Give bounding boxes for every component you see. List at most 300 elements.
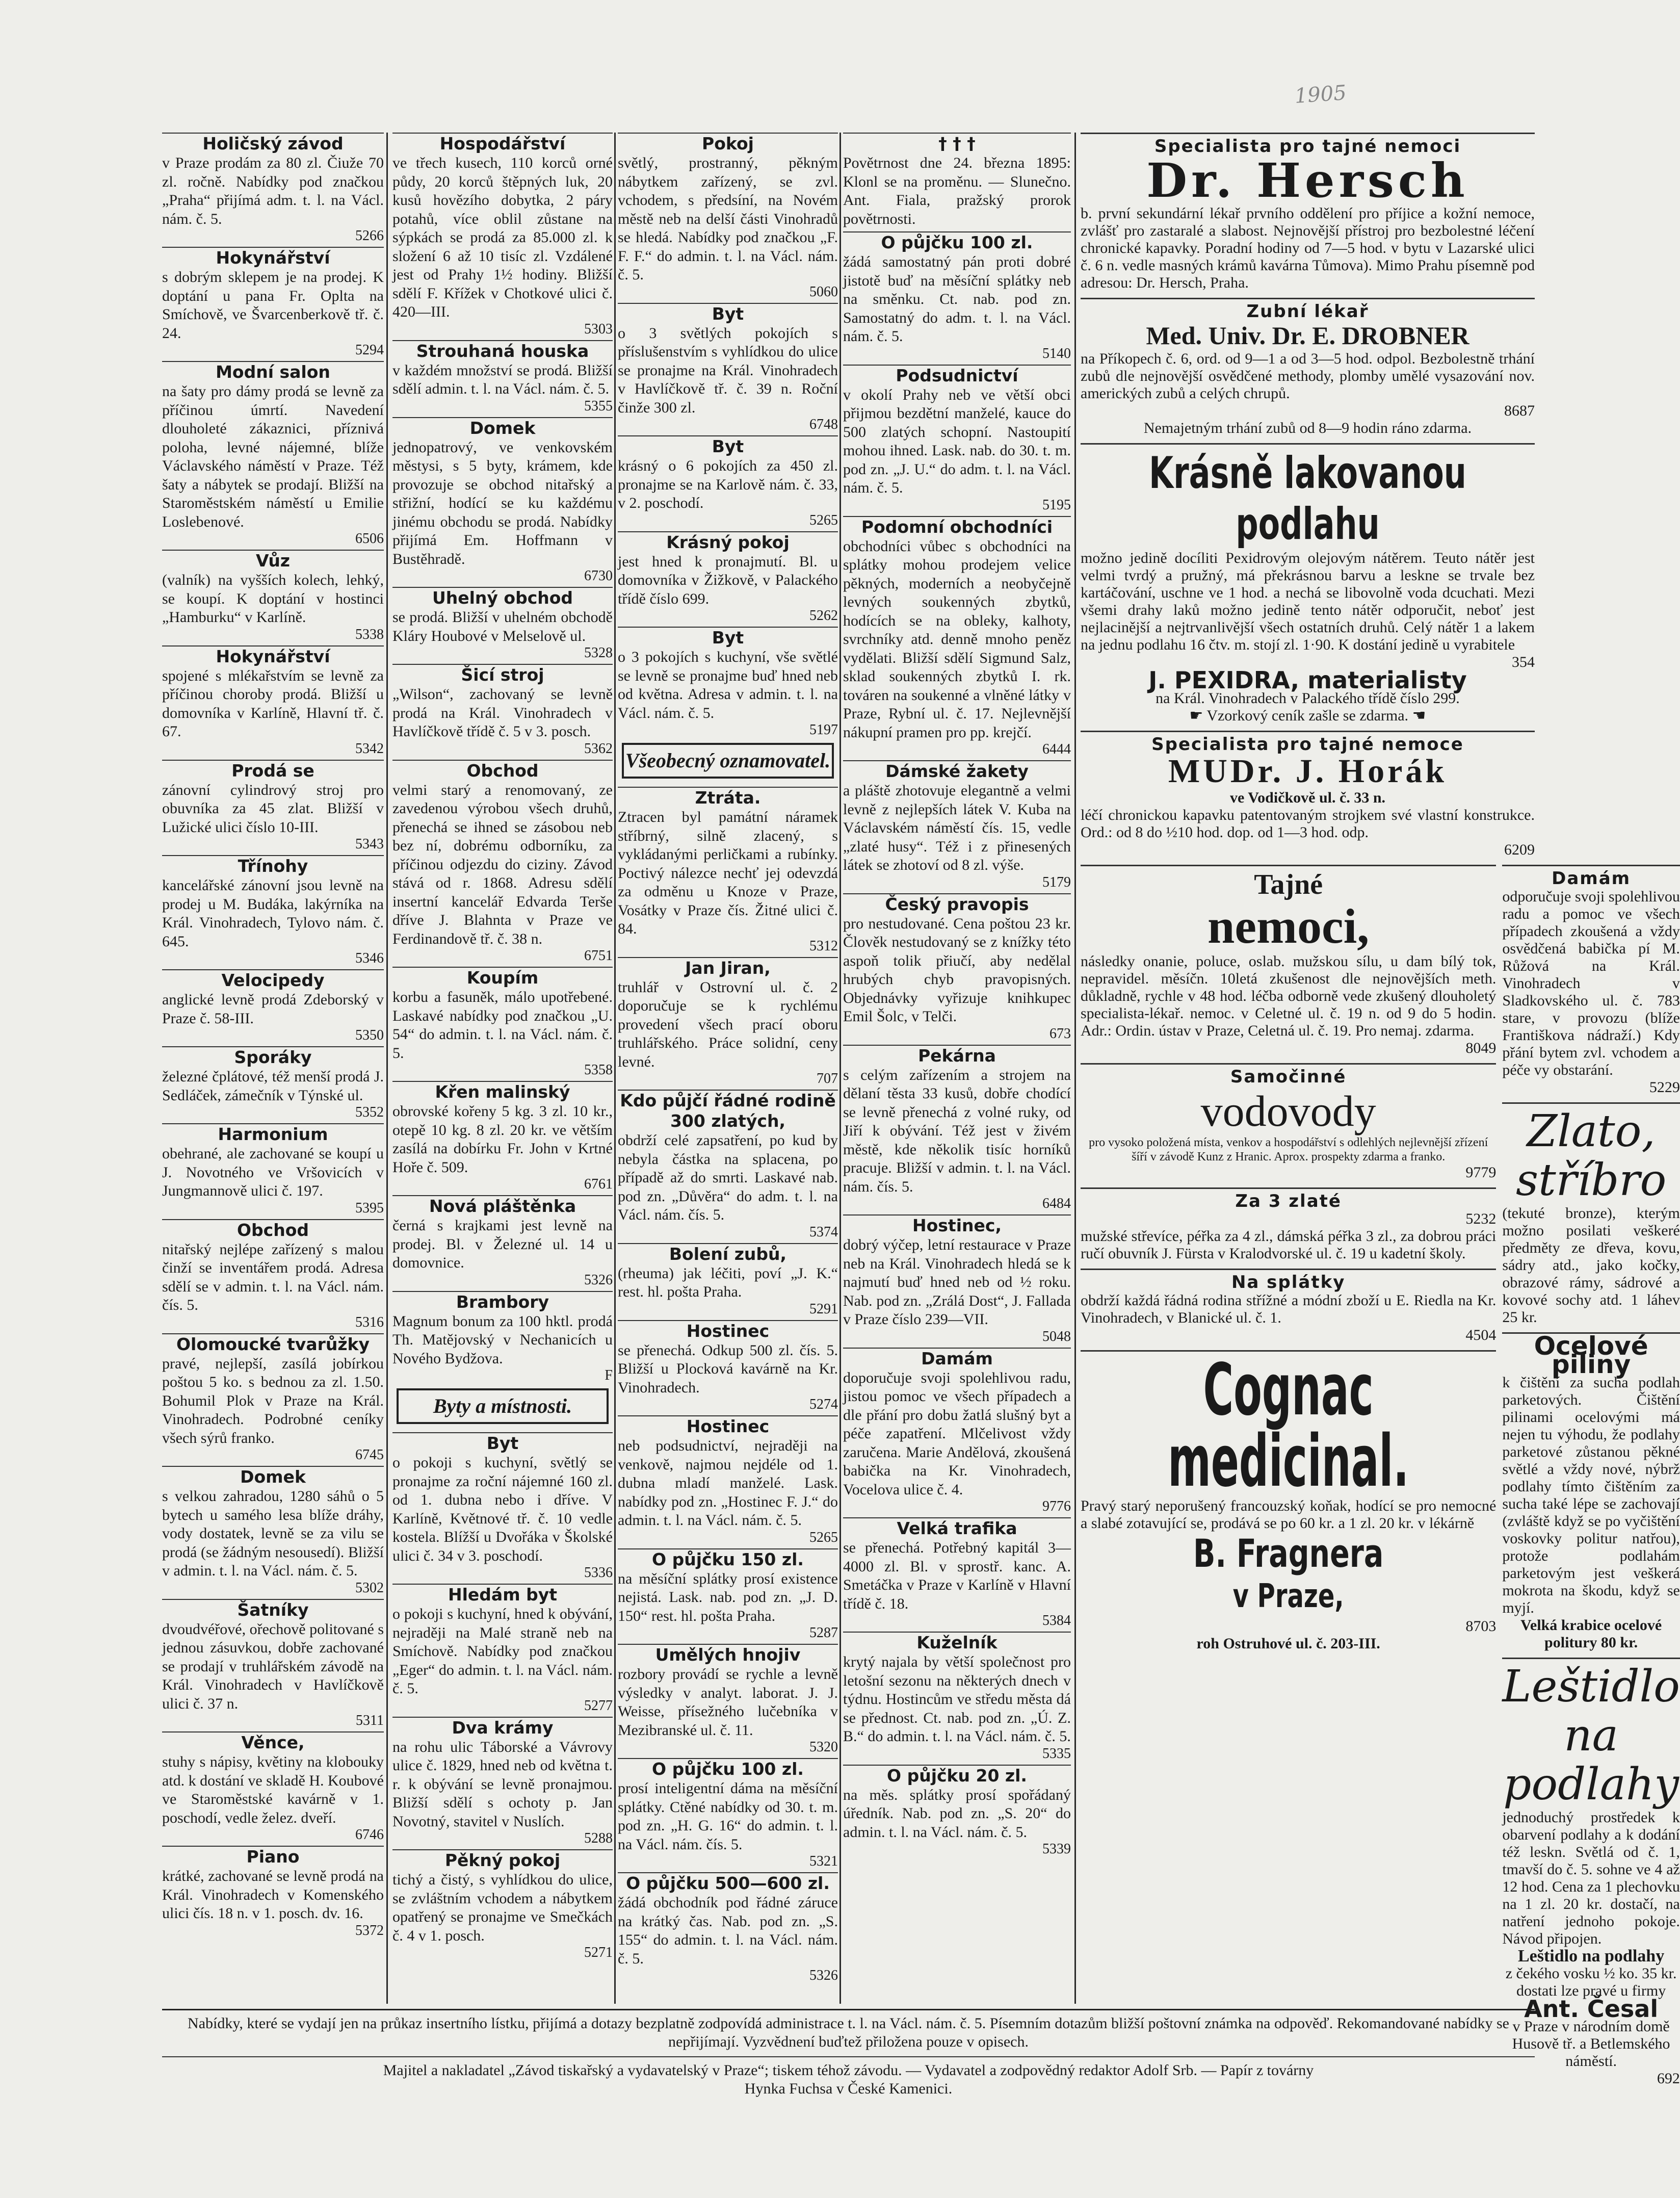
ad-title: Krásný pokoj [618, 531, 838, 553]
ad-vodovody [1081, 1063, 1496, 1184]
ad-text: o pokoji s kuchyní, světlý se pronajme za roční nájemné 160 zl. od 1. dubna nebo i dříve. V Karlíně, Květnové tř. č. 10 vedle kostela. Blížší u Dvořáka v Školské ulici č. 34 v 3. poschodí. [392, 1454, 613, 1564]
ad-text: obdrží celé zapsatření, po kud by nebyla částka na splacena, po případě až do smrti. Laskavé nab. pod zn. „Důvěra“ do adm. t. l. na Václ. nám. čís. 5. [618, 1132, 838, 1223]
classified-ad [162, 1599, 384, 1729]
ad-city: v Praze, [1232, 1577, 1344, 1615]
ad-title: Obchod [392, 760, 613, 781]
two-column-ads [1081, 865, 1680, 2093]
classified-ad [162, 1123, 384, 1216]
ad-text: odporučuje svoji spolehlivou radu a pomoc ve všech případech zkoušená a vždy osvědčená babička pí M. Růžová na Král. Vinohradech v Sladkovského ul. č. 783 stare, v provozu (blíže Františkova nádraží.) Kdy přání bytem zvl. vchodem a péče vy obstarání. [1502, 888, 1680, 1078]
ad-title: Dva krámy [392, 1717, 613, 1738]
ad-text: ve třech kusech, 110 korců orné půdy, 20 korců štěpných luk, 20 kusů hovězího dobytka, 2 páry potahů, více oblil zůstane na sýpkách se prodá za 85.000 zl. k složení 6 až 10 tisíc zl. Vzdálené jest od Prahy 1½ hodiny. Bližší sdělí F. Křížek v Chotkové ulici č. 420—III. [392, 154, 613, 320]
ad-text: a pláště zhotovuje elegantně a velmi levně z nejlepších látek V. Kuba na Václavském náměstí čís. 15, vedle „zlaté husy“. Též i z přinesených látek se zhotoví od 8 zl. výše. [843, 782, 1071, 873]
ad-title: Holičský závod [162, 133, 384, 154]
ad-text: doporučuje svoji spolehlivou radu, jistou pomoc ve všech případech a dle přání pro dobu žatlá slušný byt a péče zapatření. Mlčelivost vždy zaručena. Marie Andělová, zkoušená babička na Kr. Vinohradech, Vocelova ulice č. 4. [843, 1369, 1071, 1498]
ad-number: 707 [817, 1071, 838, 1087]
classified-ad [618, 303, 838, 433]
ad-title: Podomní obchodníci [843, 516, 1071, 537]
classified-ad [162, 247, 384, 358]
ad-headline: Zlato, stříbro [1515, 1105, 1667, 1206]
ad-title: O půjčku 500—600 zl. [618, 1872, 838, 1894]
classified-ad [162, 1046, 384, 1120]
ad-number: 8687 [1504, 402, 1535, 419]
ad-title: Domek [162, 1466, 384, 1487]
ad-number: 5303 [584, 321, 613, 337]
section-banner: Byty a místnosti. [397, 1388, 609, 1424]
imprint-line: Majitel a nakladatel „Závod tiskařský a vydavatelský v Praze“; tiskem téhož závodu. — Vydavatel a zodpovědný redaktor Adolf Srb. — Papír z továrny [383, 2062, 1314, 2079]
ad-pexidra [1081, 443, 1535, 728]
page-footer [162, 2009, 1535, 2098]
ad-number: 5326 [809, 1968, 838, 1983]
ad-title: Dámské žakety [843, 760, 1071, 782]
ad-title: Brambory [392, 1291, 613, 1312]
ad-text: na Příkopech č. 6, ord. od 9—1 a od 3—5 hod. odpol. Bezbolestně trhání zubů dle nejnovější osvědčené methody, plomby umělé vysazování nov. amerických zubů a celých chrupů. [1081, 350, 1535, 402]
ad-text: krytý najala by větší společnost pro letošní sezonu na některých dnech v týdnu. Hostincům ve středu města dá se přednost. Ct. nab. pod zn. „Ú. Z. B.“ do admin. t. l. na Václ. nám. č. 5. [843, 1653, 1071, 1745]
ad-headline: Leštidlo na podlahy [1502, 1661, 1680, 1810]
ad-name: J. PEXIDRA, materialisty [1148, 666, 1467, 694]
classified-ad [618, 133, 838, 300]
ad-number: 6484 [1042, 1196, 1071, 1211]
ad-title: Vůz [162, 550, 384, 571]
ad-number: 6730 [584, 568, 613, 584]
ad-horak [1081, 731, 1535, 862]
ad-number: 5287 [809, 1625, 838, 1641]
ad-text: Ztracen byl památní náramek stříbrný, silně zlacený, s vykládanými perličkami a rubínky. Poctivý nálezce nechť jej odevzdá za odměnu u Knoze v Praze, Vosátky v Praze čís. Žitné ulici č. 84. [618, 809, 838, 937]
ad-number: 8049 [1465, 1040, 1497, 1056]
classified-ad [618, 435, 838, 528]
ad-text: světlý, prostranný, pěkným nábytkem zařízený, se zvl. vchodem, s předsíní, na Novém městě neb na delší části Vinohradů se hledá. Nabídky pod značkou „F. F. F.“ do admin. t. l. na Václ. nám. č. 5. [618, 154, 838, 283]
ad-heading: Leštidlo na podlahy [1517, 1946, 1665, 1966]
classified-ad [392, 340, 613, 414]
ad-text: b. první sekundární lékař prvního oddělení pro příjice a kožní nemoce, zvlášť pro zastaralé a slabost. Nejnovější přístroj pro bezbolestné léčení chronické kapavky. Poradní hodiny od 7—5 hod. v bytu v Lazarské ulici č. 6 n. vedle masných krámů kavárna Tůmova). Mimo Prahu písemně pod adresou: Dr. Hersch, Praha. [1081, 204, 1535, 291]
ad-title: Hospodářství [392, 133, 613, 154]
ad-title: Velká trafika [843, 1517, 1071, 1539]
classified-ad [162, 550, 384, 642]
ad-text: žádá samostatný pán proti dobré jistotě buď na měsíční splátky neb na směnku. Ct. nab. pod zn. Samostatný do adm. t. l. na Václ. nám. č. 5. [843, 253, 1071, 345]
ad-title: Šatníky [162, 1599, 384, 1620]
ad-text: s velkou zahradou, 1280 sáhů o 5 bytech u samého lesa blíže dráhy, vody dostatek, levně se za vilu se prodá (se žádným nesousedí). Bližší v admin. t. l. na Václ. nám. č. 5. [162, 1488, 384, 1579]
ad-number: 5374 [809, 1224, 838, 1240]
ad-text: (tekuté bronze), kterým možno posilati veškeré předměty ze dřeva, kovu, sádry atd., jako kočky, obrazové rámy, sádrové a kovové sochy atd. 1 láhev 25 kr. [1502, 1204, 1680, 1326]
ad-drobner [1081, 298, 1535, 441]
ad-title: Modní salon [162, 361, 384, 382]
classified-ad [392, 1195, 613, 1288]
ad-text: se přenechá. Odkup 500 zl. čís. 5. Bližší u Plocková kavárně na Kr. Vinohradech. [618, 1341, 838, 1396]
ad-text: o 3 světlých pokojích s příslušenstvím s vyhlídkou do ulice se pronajme na Král. Vinohradech v Havlíčkově tř. č. 39 n. Roční činže 300 zl. [618, 324, 838, 416]
ad-note: Nemajetným trhání zubů od 8—9 hodin ráno zdarma. [1143, 420, 1472, 436]
ad-heading: Na splátky [1231, 1272, 1346, 1292]
ad-text: jednopatrový, ve venkovském městysi, s 5 byty, krámem, kde provozuje se obchod nitařský a střižní, hodící se ku každému jinému obchodu se prodá. Nabídky přijímá Em. Hoffmann v Bustěhradě. [392, 438, 613, 567]
ad-number: 5312 [809, 938, 838, 954]
ad-number: 5336 [584, 1565, 613, 1581]
classified-ad [392, 1849, 613, 1960]
ad-text: o 3 pokojích s kuchyní, vše světlé se levně se pronajme buď hned neb od května. Adresa v admin. t. l. na Václ. nám. č. 5. [618, 649, 838, 721]
imprint [162, 2056, 1535, 2098]
ad-number: 5384 [1042, 1613, 1071, 1628]
ad-number: 5277 [584, 1697, 613, 1714]
imprint-line: Hynka Fuchsa v České Kamenici. [744, 2080, 953, 2097]
classified-ad [162, 1731, 384, 1843]
ad-text: tichý a čistý, s vyhlídkou do ulice, se zvláštním vchodem a nábytkem opatřený se pronajme ve Smečkách č. 4 v 1. posch. [392, 1871, 613, 1944]
classified-ad [618, 1090, 838, 1240]
ad-title: Podsudnictví [843, 365, 1071, 386]
ad-number: 4504 [1465, 1326, 1497, 1343]
ad-title: Pěkný pokoj [392, 1849, 613, 1871]
classified-ad [843, 231, 1071, 361]
ad-number: 5060 [809, 283, 838, 300]
classified-ad [618, 627, 838, 738]
ad-text: korbu a fasuněk, málo upotřebené. Laskavé nabídky pod značkou „U. 54“ do admin. t. l. na Václ. nám. č. 5. [392, 989, 613, 1062]
ad-number: 9779 [1465, 1163, 1497, 1181]
ad-number: 5343 [355, 836, 384, 852]
ad-number: F [605, 1367, 613, 1383]
ad-text: k čištění za sucha podlah parketových. Čištění pilinami ocelovými má nejen tu výhodu, že podlahy parketové zůstanou pěkné světlé a vždy nové, nýbrž podlahy tímto čištěním za sucha také lépe se zachovají (zvláště když se po vyčištění voskovky politur natřou), protože podlahám parketovým jest veškerá mokrota na škodu, když se myjí. [1502, 1374, 1680, 1616]
ad-text: kancelářské zánovní jsou levně na prodej u M. Budáka, lakýrníka na Král. Vinohradech, Tylovo nám. č. 645. [162, 877, 384, 950]
ad-title: Olomoucké tvarůžky [162, 1333, 384, 1355]
ad-text: o pokoji s kuchyní, hned k obývání, nejraději na Malé straně neb na Smíchově. Nabídky pod značkou „Eger“ do admin. t. l. na Václ. nám. č. 5. [392, 1606, 613, 1697]
ad-text: žádá obchodník pod řádné záruce na krátký čas. Nab. pod zn. „S. 155“ do admin. t. l. na Václ. nám. č. 5. [618, 1894, 838, 1967]
ad-text: léčí chronickou kapavku patentovaným strojkem své vlastní konstrukce. Ord.: od 8 do ½10 hod. dop. od 1—3 hod. odp. [1081, 807, 1535, 841]
ad-number: 6209 [1504, 841, 1535, 858]
ad-number: 5232 [1465, 1210, 1497, 1227]
ad-text: možno jedině docíliti Pexidrovým olejovým nátěrem. Teuto nátěr jest velmi tvrdý a pružný, má překrásnou barvu a leskne se trvale bez kartáčování, uschne ve 1 hod. a nechá se libovolně voda dcuchati. Mezi všemi drahy laků možno jedině tento nátěr odporučit, neboť jest nejlacinější a nejtrvanlivější všech ostatních druhů. Celý nátěr 1 a lakem na jednu podlahu 16 čtv. m. stojí zl. 1·90. K dostání jedině u vyrabitele [1081, 550, 1535, 653]
classified-ad [618, 1644, 838, 1755]
ad-heading: Samočinné [1230, 1067, 1347, 1087]
ad-number: 5372 [355, 1922, 384, 1938]
ad-text: velmi starý a renomovaný, ze zavedenou výrobou všech druhů, přenechá se ihned se zásobou neb bez ní, dobrému odborníku, za příčinou odjezdu do ciziny. Závod stává od r. 1868. Adresu sdělí insertní kancelář Edvarda Terše dříve J. Blahnta v Praze ve Ferdinandově tř. č. 38 n. [392, 781, 613, 947]
ad-title: Jan Jiran, [618, 957, 838, 978]
classified-ad [162, 855, 384, 966]
ad-number: 6751 [584, 948, 613, 964]
classified-ad [392, 1717, 613, 1847]
classified-ad [392, 1291, 613, 1384]
ad-zlato-stribro [1502, 1102, 1680, 1329]
ad-number: 5262 [809, 608, 838, 624]
ad-name: Dr. Hersch [1146, 152, 1469, 208]
ad-title: Ztráta. [618, 787, 838, 808]
classified-ad [843, 1214, 1071, 1344]
ad-name: B. Fragnera [1193, 1530, 1384, 1576]
classified-ad [392, 587, 613, 661]
ad-text: (rheuma) jak léčiti, poví „J. K.“ rest. hl. pošta Praha. [618, 1264, 838, 1300]
ad-number: 5195 [1042, 497, 1071, 513]
ad-title: Byt [618, 627, 838, 648]
ads-column-4 [843, 133, 1071, 2004]
classified-ad [162, 1219, 384, 1330]
footer-notice: Nabídky, které se vydají jen na průkaz insertního lístku, přijímá a dotazy bezplatně zodpovídá administrace t. l. na Václ. nám. č. 5. Písemním dotazům bližší poštovní známka na odpověď. Rekomandované nabídky se nepřijímají. Vyzvědnení buďtež přiložena pouze v opisech. [188, 2015, 1509, 2050]
classified-ad [618, 1320, 838, 1413]
ad-title: Byt [618, 303, 838, 324]
ad-text: v každém množství se prodá. Bližší sdělí admin. t. l. na Václ. nám. č. 5. [392, 361, 613, 397]
ad-name: Ant. Česal [1524, 1995, 1659, 2023]
ad-title: Šicí stroj [392, 664, 613, 685]
ad-tajne-nemoci [1081, 865, 1496, 1060]
ad-text: Povětrnost dne 24. března 1895: Klonl se na proměnu. — Slunečno. Ant. Fiala, pražský prorok povětrnosti. [843, 154, 1071, 227]
ad-number: 5179 [1042, 874, 1071, 890]
ad-name: Med. Univ. Dr. E. DROBNER [1146, 321, 1469, 350]
ad-text: z čekého vosku ½ ko. 35 kr. dostati lze pravé u firmy [1505, 1964, 1677, 1999]
ad-title: Pokoj [618, 133, 838, 154]
ad-text: (valník) na vyšších kolech, lehký, se koupí. K doptání v hostinci „Hamburku“ v Karlíně. [162, 572, 384, 626]
classified-ad [843, 1632, 1071, 1762]
ad-number: 5328 [584, 645, 613, 661]
right-subcolumn [1502, 865, 1680, 2093]
ad-title: Kuželník [843, 1632, 1071, 1653]
classified-ad [843, 133, 1071, 228]
ad-title: Strouhaná houska [392, 340, 613, 361]
ad-title: Nová pláštěnka [392, 1195, 613, 1217]
ad-text: stuhy s nápisy, květiny na klobouky atd. k dostání ve skladě H. Koubové ve Staroměstské kavárně v 1. poschodí, vedle želez. dveří. [162, 1753, 384, 1826]
ad-title: Prodá se [162, 760, 384, 781]
classified-ad [162, 645, 384, 757]
ad-heading: Specialista pro tajné nemoci [1154, 136, 1461, 157]
ad-text: pro nestudované. Cena poštou 23 kr. Člověk nestudovaný se z knížky této aspoň tolik přiučí, aby nedělal hrubých chyb pravopisných. Objednávky vyřizuje knihkupec Emil Šolc, v Telči. [843, 915, 1071, 1025]
classified-ad [843, 760, 1071, 890]
ad-text: železné čplátové, též menší prodá J. Sedláček, zámečník v Týnské ul. [162, 1068, 384, 1104]
ad-text: truhlář v Ostrovní ul. č. 2 doporučuje se k rychlému provedení všech prací oboru truhlářského. Práce solidní, ceny levné. [618, 978, 838, 1070]
classified-ad [392, 1081, 613, 1192]
ad-heading: Specialista pro tajné nemoce [1151, 734, 1464, 755]
ad-number: 5271 [584, 1945, 613, 1960]
column-rule [386, 133, 388, 2004]
ad-number: 5311 [356, 1713, 384, 1728]
ad-number: 6748 [809, 417, 838, 432]
column-rule [614, 133, 616, 2004]
ad-title: Byt [618, 435, 838, 457]
ad-number: 5316 [355, 1314, 384, 1330]
ad-number: 5352 [355, 1104, 384, 1120]
ad-title: Křen malinský [392, 1081, 613, 1102]
ad-title: Sporáky [162, 1046, 384, 1068]
ad-cognac [1081, 1350, 1496, 1656]
display-ads-column [1081, 133, 1680, 2087]
ad-title: Piano [162, 1846, 384, 1867]
ad-text: nitařský nejlépe zařízený s malou činží se inventářem prodá. Adresa sdělí se v admin. t. l. na Václ. nám. čís. 5. [162, 1240, 384, 1313]
classified-ad [162, 969, 384, 1043]
ad-title: Pekárna [843, 1045, 1071, 1066]
ad-title: Umělých hnojiv [618, 1644, 838, 1665]
column-rule [1074, 133, 1076, 2004]
ad-text: obdrží každá řádná rodina střížné a módní zboží u E. Riedla na Kr. Vinohradech, v Blanické ul. č. 1. [1081, 1291, 1497, 1326]
ad-address: na Král. Vinohradech v Palackého třídě číslo 299. [1156, 689, 1460, 707]
ad-headline: Krásně lakovanou podlahu [1149, 448, 1466, 550]
ad-za-3-zlate [1081, 1187, 1496, 1266]
classified-ad [392, 1432, 613, 1581]
ad-title: † † † [843, 133, 1071, 154]
classified-ad [392, 1584, 613, 1714]
ad-text: jest hned k pronajmutí. Bl. u domovníka v Žižkově, v Palackého třídě číslo 699. [618, 553, 838, 607]
ad-heading: Damám [1552, 868, 1631, 889]
ad-text: anglické levně prodá Zdeborský v Praze č. 58-III. [162, 991, 384, 1027]
ad-title: Velocipedy [162, 969, 384, 991]
ad-heading: Za 3 zlaté [1235, 1191, 1342, 1211]
ad-number: 5358 [584, 1062, 613, 1078]
classified-ad [618, 531, 838, 624]
ad-text: s celým zařízením a strojem na dělaní těsta 33 kusů, dobře chodící se levně přenechá z volné ruky, od Jiří k obývání. Též jest v živém městě, kde několik tisíc horníků pracuje. Bližší v admin. t. l. na Václ. nám. čís. 5. [843, 1066, 1071, 1195]
ad-text: zánovní cylindrový stroj pro obuvníka za 45 zlat. Bližší v Lužické ulici číslo 10-III. [162, 781, 384, 836]
classified-ad [162, 760, 384, 852]
classified-ad [162, 1846, 384, 1938]
ad-text: rozbory provádí se rychle a levně výsledky v analyt. laborat. J. J. Weisse, přísežného lučebníka v Mezibranské ul. č. 11. [618, 1666, 838, 1739]
classified-ad [618, 1548, 838, 1641]
ad-number: 5350 [355, 1027, 384, 1043]
ad-hersch [1081, 133, 1535, 295]
ad-number: 5339 [1042, 1841, 1071, 1857]
ad-number: 5291 [809, 1301, 838, 1317]
ad-number: 5326 [584, 1272, 613, 1288]
ad-address: ve Vodičkově ul. č. 33 n. [1229, 789, 1386, 806]
ad-title: Hledám byt [392, 1584, 613, 1605]
ad-number: 5266 [355, 228, 384, 244]
classified-ad [618, 957, 838, 1087]
ad-title: Obchod [162, 1219, 384, 1240]
ad-headline: vodovody [1200, 1086, 1376, 1135]
ad-text: pravé, nejlepší, zasílá jobírkou poštou 5 ko. s bednou za zl. 1.50. Bohumil Plok v Praze na Král. Vinohradech. Podrobné ceníky všech sýrů franko. [162, 1355, 384, 1446]
ad-text: mužské střevíce, péřka za 4 zl., dámská péřka 3 zl., za dobrou práci ručí obuvník J. Fürsta v Kralodvorské ul. č. 19 u kadetní školy. [1081, 1228, 1497, 1262]
ad-text: s dobrým sklepem je na prodej. K doptání u pana Fr. Oplta na Smíchově, ve Švarcenberkově tř. č. 24. [162, 269, 384, 342]
ad-number: 5265 [809, 1529, 838, 1545]
ad-number: 5355 [584, 398, 613, 414]
ad-title: Hokynářství [162, 247, 384, 268]
ad-number: 5265 [809, 512, 838, 528]
ad-text: obchodníci vůbec s obchodníci na splátky mohou prodejem velice pěkných, moderních a neobyčejně levných soukenných zbytků, hodících se na obleky, kalhoty, svrchníky atd. denně mnoho peněz vydělati. Bližší sdělí Sigmund Salz, sklad soukenných zbytků I. rk. továren na soukenné a vlněné látky v Praze, Rybní ul. č. 17. Nejlevnější nákupní pramen pro pp. krejčí. [843, 537, 1071, 741]
ad-number: 5140 [1042, 345, 1071, 361]
ad-heading: Zubní lékař [1246, 301, 1369, 322]
ad-na-splatky [1081, 1269, 1496, 1347]
classified-ad [162, 1466, 384, 1596]
left-subcolumn [1081, 865, 1496, 2093]
classified-ad [392, 664, 613, 757]
ad-headline: Ocelové piliny [1534, 1331, 1648, 1379]
ad-text: se prodá. Bližší v uhelném obchodě Kláry Houbové v Melselově ul. [392, 609, 613, 644]
ad-text: se přenechá. Potřebný kapitál 3—4000 zl. Bl. v sprostř. kanc. A. Smetáčka v Praze v Karlíně v Hlavní třídě č. 18. [843, 1539, 1071, 1612]
ad-number: 6745 [355, 1447, 384, 1463]
ads-column-3 [618, 133, 838, 2004]
ad-number: 6746 [355, 1827, 384, 1843]
classified-ad [618, 1872, 838, 1983]
ad-number: 5197 [809, 722, 838, 738]
ad-title: Hostinec [618, 1320, 838, 1341]
ad-number: 9776 [1042, 1498, 1071, 1514]
pointing-hand-icon: ☛ [1189, 707, 1207, 724]
handwritten-annotation: 1905 [1294, 81, 1348, 109]
ad-text: jednoduchý prostředek k obarvení podlahy a k dodání též leskn. Světlá od č. 1, tmavší do č. 5. sohne ve 4 až 12 hod. Cena za 1 plechovku na 1 zl. 20 kr. dostačí, na natření jednoho pokoje. Návod připojen. [1502, 1808, 1680, 1947]
ad-number: 6761 [584, 1176, 613, 1192]
ads-column-2 [392, 133, 613, 2004]
ad-heading: Tajné [1254, 869, 1323, 900]
ad-title: O půjčku 100 zl. [843, 231, 1071, 253]
ad-headline: nemoci, [1208, 899, 1370, 953]
ad-text: v okolí Prahy neb ve větší obci přijmou bezdětní manželé, kauce do 500 zlatých schopní. Nastoupití mohou ihned. Lask. nab. do 30. t. m. pod zn. „J. U.“ do adm. t. l. na Václ. nám. č. 5. [843, 386, 1071, 496]
ad-headline: Cognac medicinal. [1168, 1348, 1409, 1503]
ad-number: 5338 [355, 626, 384, 642]
ad-title: Damám [843, 1348, 1071, 1369]
ad-number: 8703 [1465, 1617, 1497, 1635]
ad-text: černá s krajkami jest levně na prodej. Bl. v Železné ul. 14 u domovnice. [392, 1217, 613, 1271]
classified-ad [618, 1243, 838, 1317]
ad-number: 673 [1049, 1025, 1071, 1042]
ad-title: Uhelný obchod [392, 587, 613, 608]
classified-ad [162, 361, 384, 547]
ad-text: prosí inteligentní dáma na měsíční splátky. Ctěné nabídky od 30. t. m. pod zn. „H. G. 16“ do admin. t. l. na Václ. nám. čís. 5. [618, 1780, 838, 1853]
classified-ad [392, 967, 613, 1078]
ad-number: 5288 [584, 1830, 613, 1846]
classified-ad [618, 1758, 838, 1869]
ad-title: O půjčku 150 zl. [618, 1548, 838, 1570]
ad-title: Koupím [392, 967, 613, 988]
ad-name: MUDr. J. Horák [1168, 753, 1448, 790]
ad-text: v Praze prodám za 80 zl. Čiuže 70 zl. ročně. Nabídky pod značkou „Praha“ přijímá adm. t. l. na Václ. nám. č. 5. [162, 154, 384, 227]
classified-ad [843, 365, 1071, 513]
ad-title: Český pravopis [843, 893, 1071, 915]
classified-ad [843, 893, 1071, 1042]
ad-title: Byt [392, 1432, 613, 1454]
ad-title: Věnce, [162, 1731, 384, 1753]
ad-text: spojené s mlékařstvím se levně za příčinou choroby prodá. Bližší u domovníka v Karlíně, Hlavní tř. č. 67. [162, 667, 384, 740]
ad-title: Třínohy [162, 855, 384, 876]
classified-ad [392, 417, 613, 584]
ad-title: O půjčku 20 zl. [843, 1765, 1071, 1786]
classified-ad [162, 1333, 384, 1463]
ad-damam [1502, 865, 1680, 1099]
ad-title: Bolení zubů, [618, 1243, 838, 1264]
ad-number: 5342 [355, 740, 384, 757]
ad-text: dobrý výčep, letní restaurace v Praze neb na Král. Vinohradech hledá se k najmutí buď hned neb od ½ roku. Nab. pod zn. „Zrálá Dost“, J. Fallada v Praze číslo 239—VII. [843, 1236, 1071, 1328]
ad-title: O půjčku 100 zl. [618, 1758, 838, 1779]
ad-text: obehrané, ale zachované se koupí u J. Novotného ve Vršovicích v Jungmannově ulici č. 197. [162, 1145, 384, 1199]
ads-column-1 [162, 133, 384, 2004]
ad-title: Kdo půjčí řádné rodině 300 zlatých, [618, 1090, 838, 1131]
section-banner: Všeobecný oznamovatel. [622, 743, 834, 779]
ad-number: 5048 [1042, 1328, 1071, 1344]
ad-text: pro vysoko položená místa, venkov a hospodářství s odlehlých nejlevnější zřízení šíří v závodě Kunz z Hranic. Aprox. prospekty zdarma a franko. [1089, 1135, 1488, 1163]
ad-text: neb podsudnictví, nejraději na venkově, najmou nejdéle od 1. dubna mladí manželé. Lask. nabídky pod zn. „Hostinec F. J.“ do admin. t. l. na Václ. nám. č. 5. [618, 1437, 838, 1529]
classified-ad [843, 1765, 1071, 1857]
classified-ad [843, 1045, 1071, 1212]
ad-text: na šaty pro dámy prodá se levně za příčinou úmrtí. Navedení dlouholeté zákaznici, příznivá poloha, levné nájemné, blíže Václavského náměstí v Praze. Též šaty a nábytek se prodají. Bližší na Staroměstském náměstí u Emilie Loslebenové. [162, 383, 384, 530]
ad-address: roh Ostruhové ul. č. 203-III. [1196, 1635, 1380, 1652]
ad-number: 5335 [1042, 1745, 1071, 1762]
classified-ad [392, 133, 613, 337]
pointing-hand-icon: ☚ [1408, 707, 1426, 724]
ad-text: na měsíční splátky prosí existence nejistá. Lask. nab. pod zn. „J. D. 150“ rest. hl. pošta Praha. [618, 1570, 838, 1624]
ad-number: 5294 [355, 342, 384, 358]
column-rule [839, 133, 841, 2004]
ad-text: krásný o 6 pokojích za 450 zl. pronajme se na Karlově nám. č. 33, v 2. poschodí. [618, 457, 838, 511]
classified-ad [843, 1348, 1071, 1515]
ad-address: v Praze v národním domě Husově tř. a Betlemského náměstí. [1512, 2018, 1670, 2070]
ad-title: Hokynářství [162, 645, 384, 667]
ad-number: 5395 [355, 1200, 384, 1216]
classified-ad [162, 133, 384, 244]
ad-text: dvoudvéřové, ořechově politované s jednou zásuvkou, dobře zachované se prodají v truhlářském závodě na Král. Vinohradech v Havlíčkově ulici č. 37 n. [162, 1620, 384, 1712]
ad-number: 5362 [584, 740, 613, 757]
ad-note: ☛ Vzorkový ceník zašle se zdarma. ☚ [1189, 707, 1426, 724]
ad-text: na rohu ulic Táborské a Vávrovy ulice č. 1829, hned neb od května t. r. k obývání se levně pronajmou. Bližší sdělí s ochoty p. Jan Novotný, stavitel v Nuslích. [392, 1738, 613, 1830]
ad-number: 5346 [355, 950, 384, 966]
ad-title: Harmonium [162, 1123, 384, 1145]
ad-text: krátké, zachované se levně prodá na Král. Vinohradech v Komenského ulici čís. 18 n. v 1. posch. dv. 16. [162, 1868, 384, 1922]
ad-text: „Wilson“, zachovaný se levně prodá na Král. Vinohradech v Havlíčkově třídě č. 5 v 3. posch. [392, 686, 613, 740]
classified-ad [618, 787, 838, 954]
ad-piliny [1502, 1332, 1680, 1654]
ad-text: obrovské kořeny 5 kg. 3 zl. 10 kr., otepě 10 kg. 8 zl. 20 kr. ve větším zasílá na dobírku Fr. John v Krtné Hoře č. 509. [392, 1103, 613, 1176]
ad-number: 6444 [1042, 741, 1071, 757]
ad-text: Pravý starý neporušený francouzský koňak, hodící se pro nemocné a slabé zotavující se, prodává se po 60 kr. a 1 zl. 20 kr. v lékárně [1081, 1497, 1497, 1532]
classified-ad [843, 516, 1071, 758]
classified-ad [618, 1415, 838, 1545]
ad-number: 5302 [355, 1580, 384, 1596]
ad-title: Domek [392, 417, 613, 438]
